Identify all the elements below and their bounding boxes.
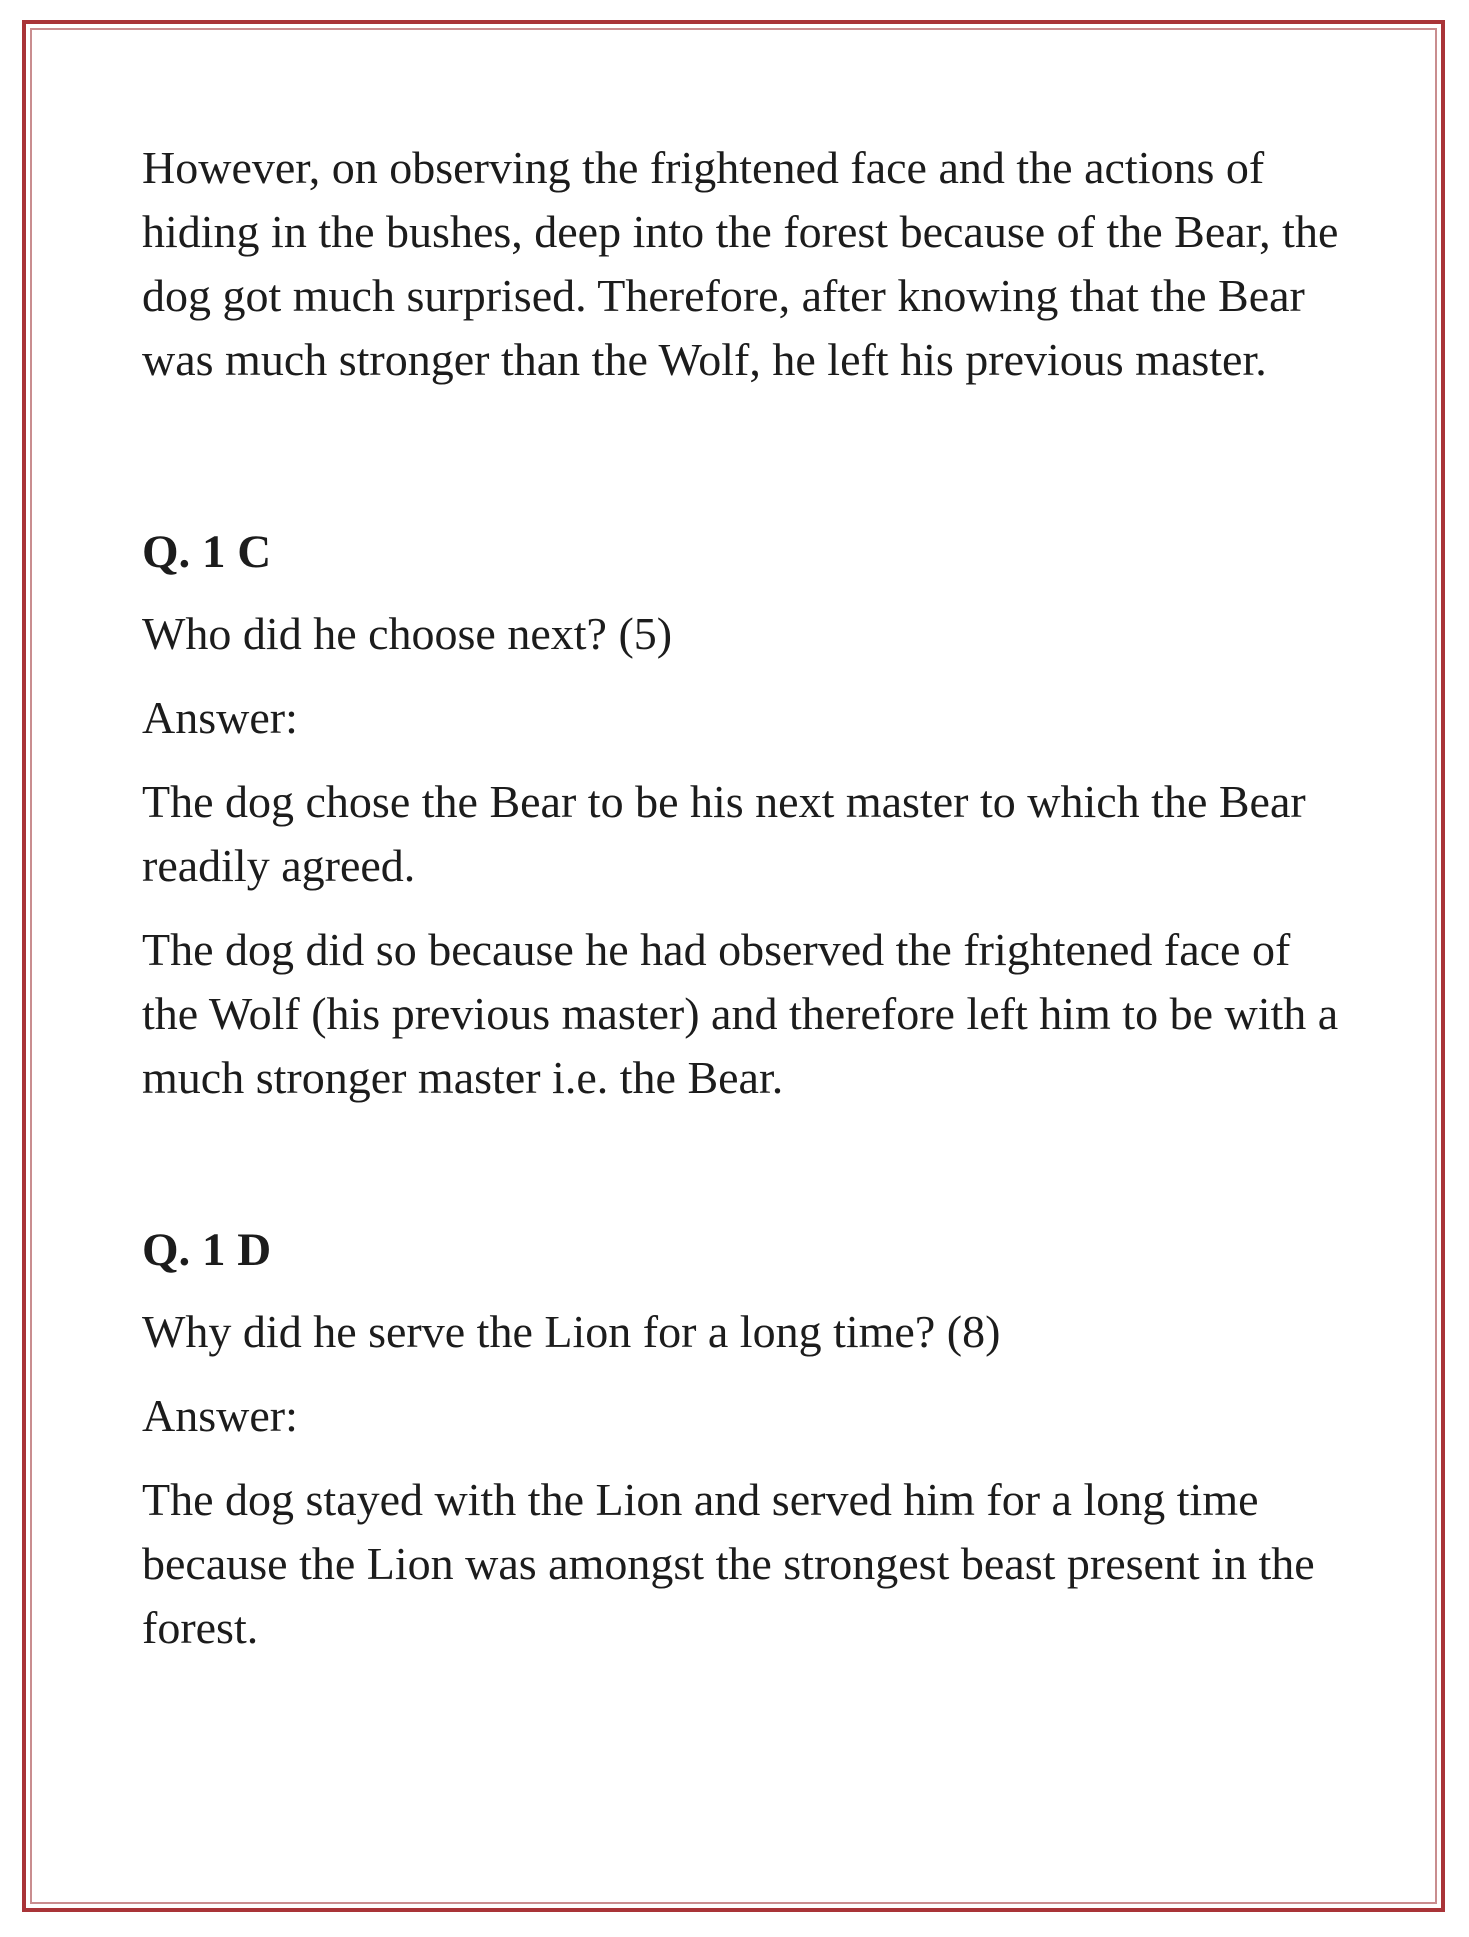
answer-paragraph: The dog stayed with the Lion and served him for a long time because the Lion was amongst the strongest beast present in the forest. <box>142 1474 1315 1653</box>
question-heading: Q. 1 D <box>142 1224 272 1276</box>
question-heading: Q. 1 C <box>142 526 272 578</box>
answer-label: Answer: <box>142 692 298 743</box>
answer-paragraph: The dog did so because he had observed the frightened face of the Wolf (his previous master) and therefore left him to be with a much stronger master i.e. the Bear. <box>142 924 1339 1103</box>
question-section-1d <box>142 1218 1342 1660</box>
question-section-1c <box>142 520 1342 1110</box>
intro-paragraph: However, on observing the frightened face and the actions of hiding in the bushes, deep into the forest because of the Bear, the dog got much surprised. Therefore, after knowing that the Bear was much stronger than the Wolf, he left his previous master. <box>142 142 1339 385</box>
question-text: Why did he serve the Lion for a long time? (8) <box>142 1306 1001 1357</box>
question-text: Who did he choose next? (5) <box>142 608 673 659</box>
answer-label: Answer: <box>142 1390 298 1441</box>
answer-paragraph: The dog chose the Bear to be his next master to which the Bear readily agreed. <box>142 776 1306 891</box>
document-content <box>142 136 1342 1768</box>
